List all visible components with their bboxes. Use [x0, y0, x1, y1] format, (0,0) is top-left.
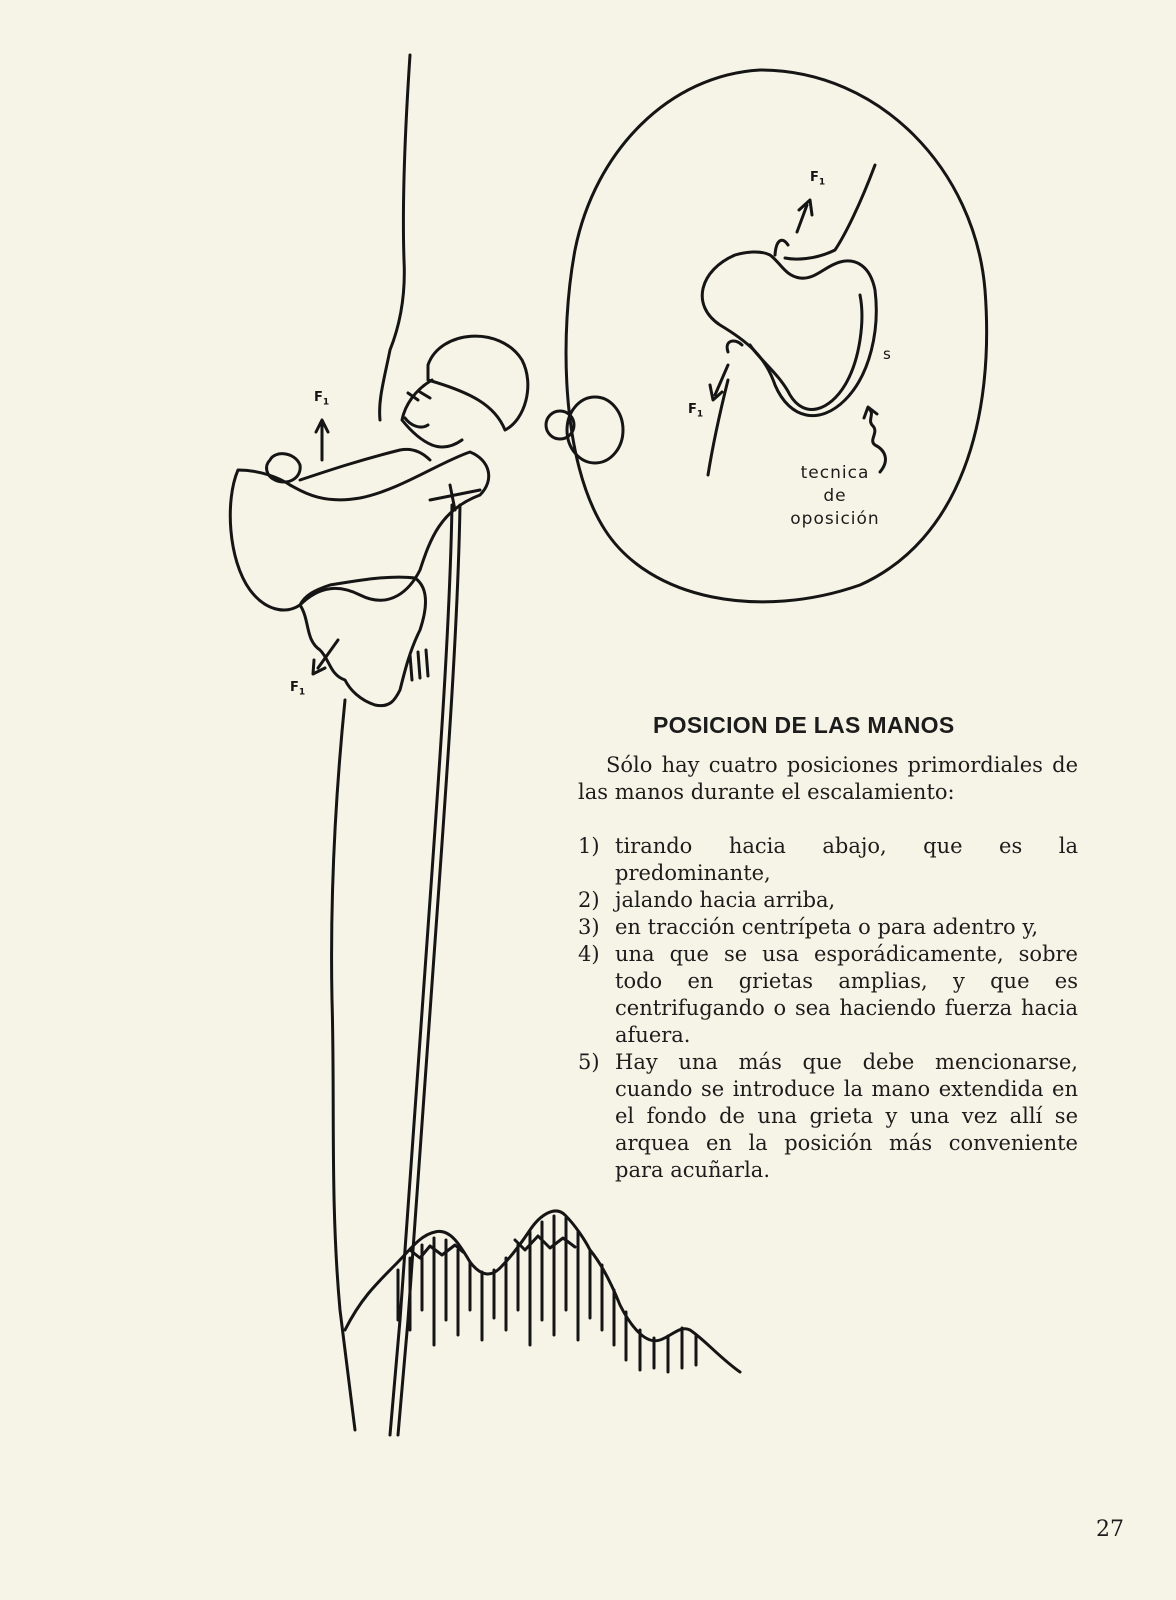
list-item: 1) tirando hacia abajo, que es la predominante, [578, 834, 1078, 885]
section-body [578, 752, 1078, 1184]
rock-wall-line [380, 55, 410, 420]
inset-crack [785, 165, 875, 259]
inset-force-label-bottom: $F_1$ [688, 402, 704, 420]
page-number: 27 [1096, 1517, 1124, 1542]
climber-helmet [428, 336, 528, 430]
inset-caption-line-1: tecnica [800, 463, 870, 483]
climber-face [402, 380, 462, 447]
climber-hand [267, 454, 301, 482]
intro-paragraph: Sólo hay cuatro posiciones primordiales de las manos durante el escalamiento: [578, 753, 1078, 804]
inset-force-label-top: $F_1$ [810, 170, 826, 188]
list-item: 5) Hay una más que debe mencionarse, cuando se introduce la mano extendida en el fondo de una grieta y una vez allí se arquea en la posición más conveniente para acuñarla. [578, 1050, 1078, 1182]
inset-caption-line-3: oposición [790, 509, 880, 529]
list-item: 2) jalando hacia arriba, [578, 888, 836, 912]
inset-caption [775, 462, 895, 531]
section-title: POSICION DE LAS MANOS [653, 712, 955, 739]
hand-positions-list [578, 833, 1078, 1184]
force-label-boot: $F_1$ [290, 680, 306, 698]
list-item: 3) en tracción centrípeta o para adentro y, [578, 915, 1039, 939]
inset-side-label: s [883, 345, 891, 363]
force-label-hand: $F_1$ [314, 390, 330, 408]
list-item: 4) una que se usa esporádicamente, sobre todo en grietas amplias, y que es centrifugando o sea haciendo fuerza hacia afuera. [578, 942, 1078, 1047]
inset-caption-line-2: de [823, 486, 847, 506]
mountain-hatching [398, 1216, 696, 1372]
